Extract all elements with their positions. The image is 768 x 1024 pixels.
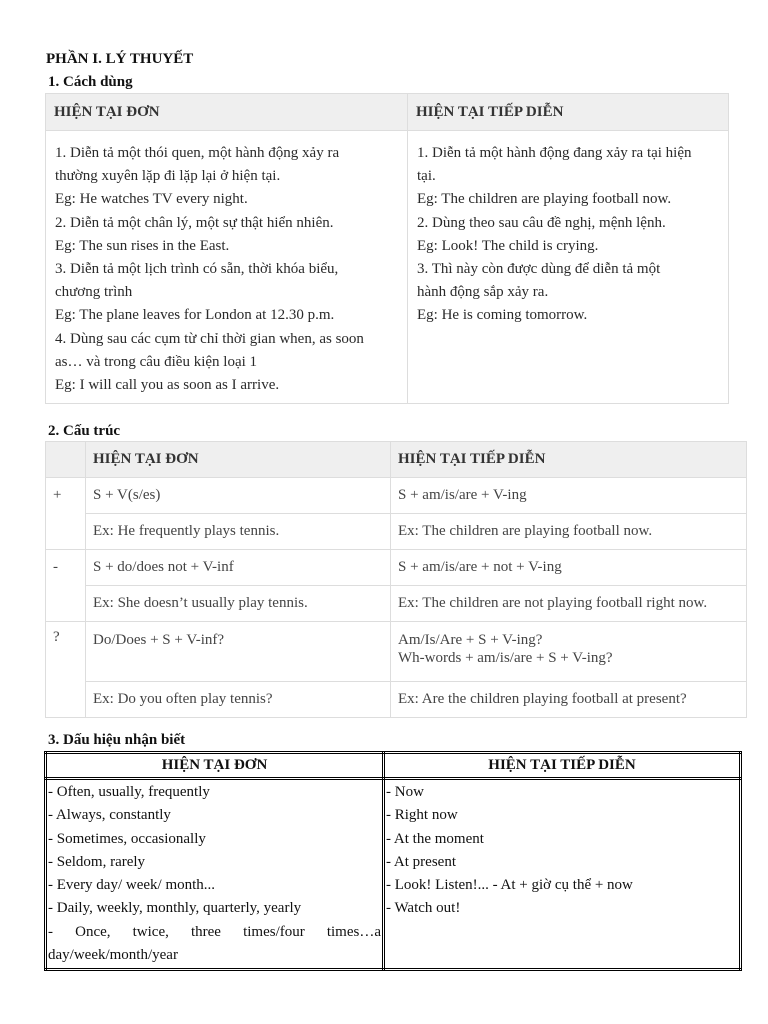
signs-line: - Sometimes, occasionally [48, 830, 206, 847]
structure-table [45, 441, 747, 718]
structure-simple: S + do/does not + V-inf [86, 550, 391, 586]
usage-line: Eg: Look! The child is crying. [417, 237, 599, 254]
usage-line: Eg: The children are playing football now. [417, 191, 672, 208]
structure-row [46, 682, 747, 718]
usage-line: thường xuyên lặp đi lặp lại ở hiện tại. [55, 168, 281, 185]
usage-continuous-cell [408, 131, 729, 404]
usage-line: Eg: He watches TV every night. [55, 191, 248, 208]
structure-row [46, 586, 747, 622]
usage-header-row [46, 94, 729, 131]
structure-row [46, 514, 747, 550]
structure-simple-example: Ex: He frequently plays tennis. [86, 514, 391, 550]
structure-header-row [46, 442, 747, 478]
signs-line: - Once, twice, three times/four times…a [48, 923, 381, 940]
usage-header-simple: HIỆN TẠI ĐƠN [46, 94, 408, 131]
signs-header-simple: HIỆN TẠI ĐƠN [46, 753, 384, 779]
usage-line: tại. [417, 168, 436, 185]
usage-line: 2. Diễn tả một chân lý, một sự thật hiển nhiên. [55, 214, 334, 231]
usage-line: Eg: He is coming tomorrow. [417, 307, 588, 324]
signs-line: - At present [386, 853, 456, 870]
usage-line: Eg: The sun rises in the East. [55, 237, 230, 254]
usage-line: 3. Diễn tả một lịch trình có sẵn, thời khóa biểu, [55, 261, 339, 278]
structure-simple-example: Ex: She doesn’t usually play tennis. [86, 586, 391, 622]
structure-simple: S + V(s/es) [86, 478, 391, 514]
structure-header-blank [46, 442, 86, 478]
part-title: PHẦN I. LÝ THUYẾT [46, 51, 194, 67]
usage-line: 2. Dùng theo sau câu đề nghị, mệnh lệnh. [417, 214, 666, 231]
signs-header-continuous: HIỆN TẠI TIẾP DIỄN [384, 753, 741, 779]
signs-line: - Always, constantly [48, 807, 171, 824]
signs-simple-cell [46, 779, 384, 970]
usage-line: 1. Diễn tả một thói quen, một hành động xảy ra [55, 145, 340, 161]
usage-line: 3. Thì này còn được dùng để diễn tả một [417, 261, 661, 278]
structure-simple-example: Ex: Do you often play tennis? [86, 682, 391, 718]
signs-line: - Every day/ week/ month... [48, 877, 216, 894]
signs-line: - Watch out! [386, 900, 461, 917]
signs-table [44, 751, 742, 971]
usage-line: Eg: The plane leaves for London at 12.30 p.m. [55, 307, 335, 324]
usage-table [45, 93, 729, 404]
signs-line: - Often, usually, frequently [48, 784, 210, 800]
structure-continuous: S + am/is/are + not + V-ing [391, 550, 747, 586]
usage-header-continuous: HIỆN TẠI TIẾP DIỄN [408, 94, 729, 131]
section-signs-title: 3. Dấu hiệu nhận biết [48, 732, 186, 748]
signs-body-row [46, 779, 741, 970]
structure-simple: Do/Does + S + V-inf? [86, 622, 391, 682]
structure-row [46, 478, 747, 514]
structure-symbol: ? [46, 622, 86, 718]
structure-continuous [391, 622, 747, 682]
usage-line: 4. Dùng sau các cụm từ chỉ thời gian when, as soon [55, 330, 364, 347]
usage-line: hành động sắp xảy ra. [417, 284, 549, 301]
signs-line: - Right now [386, 807, 458, 824]
signs-line: - Look! Listen!... - At + giờ cụ thể + now [386, 877, 633, 894]
structure-continuous-line: Am/Is/Are + S + V-ing? [398, 632, 543, 648]
usage-simple-cell [46, 131, 408, 404]
structure-symbol: - [46, 550, 86, 622]
structure-symbol: + [46, 478, 86, 550]
section-usage-title: 1. Cách dùng [48, 74, 133, 90]
signs-line: - Now [386, 784, 424, 800]
structure-continuous-line: Wh-words + am/is/are + S + V-ing? [398, 650, 613, 666]
structure-header-simple: HIỆN TẠI ĐƠN [86, 442, 391, 478]
usage-line: as… và trong câu điều kiện loại 1 [55, 353, 258, 370]
structure-continuous-example: Ex: The children are playing football now. [391, 514, 747, 550]
signs-line: - Seldom, rarely [48, 853, 146, 870]
structure-row [46, 622, 747, 682]
signs-continuous-cell [384, 779, 741, 970]
structure-continuous-example: Ex: Are the children playing football at present? [391, 682, 747, 718]
usage-line: chương trình [55, 284, 133, 301]
usage-body-row [46, 131, 729, 404]
section-structure-title: 2. Cấu trúc [48, 423, 121, 439]
usage-line: Eg: I will call you as soon as I arrive. [55, 377, 280, 394]
signs-line: - At the moment [386, 830, 484, 847]
structure-continuous-example: Ex: The children are not playing football right now. [391, 586, 747, 622]
signs-header-row [46, 753, 741, 779]
structure-header-continuous: HIỆN TẠI TIẾP DIỄN [391, 442, 747, 478]
usage-line: 1. Diễn tả một hành động đang xảy ra tại hiện [417, 145, 692, 161]
structure-continuous: S + am/is/are + V-ing [391, 478, 747, 514]
signs-line: day/week/month/year [48, 947, 178, 964]
structure-row [46, 550, 747, 586]
signs-line: - Daily, weekly, monthly, quarterly, yearly [48, 900, 302, 917]
